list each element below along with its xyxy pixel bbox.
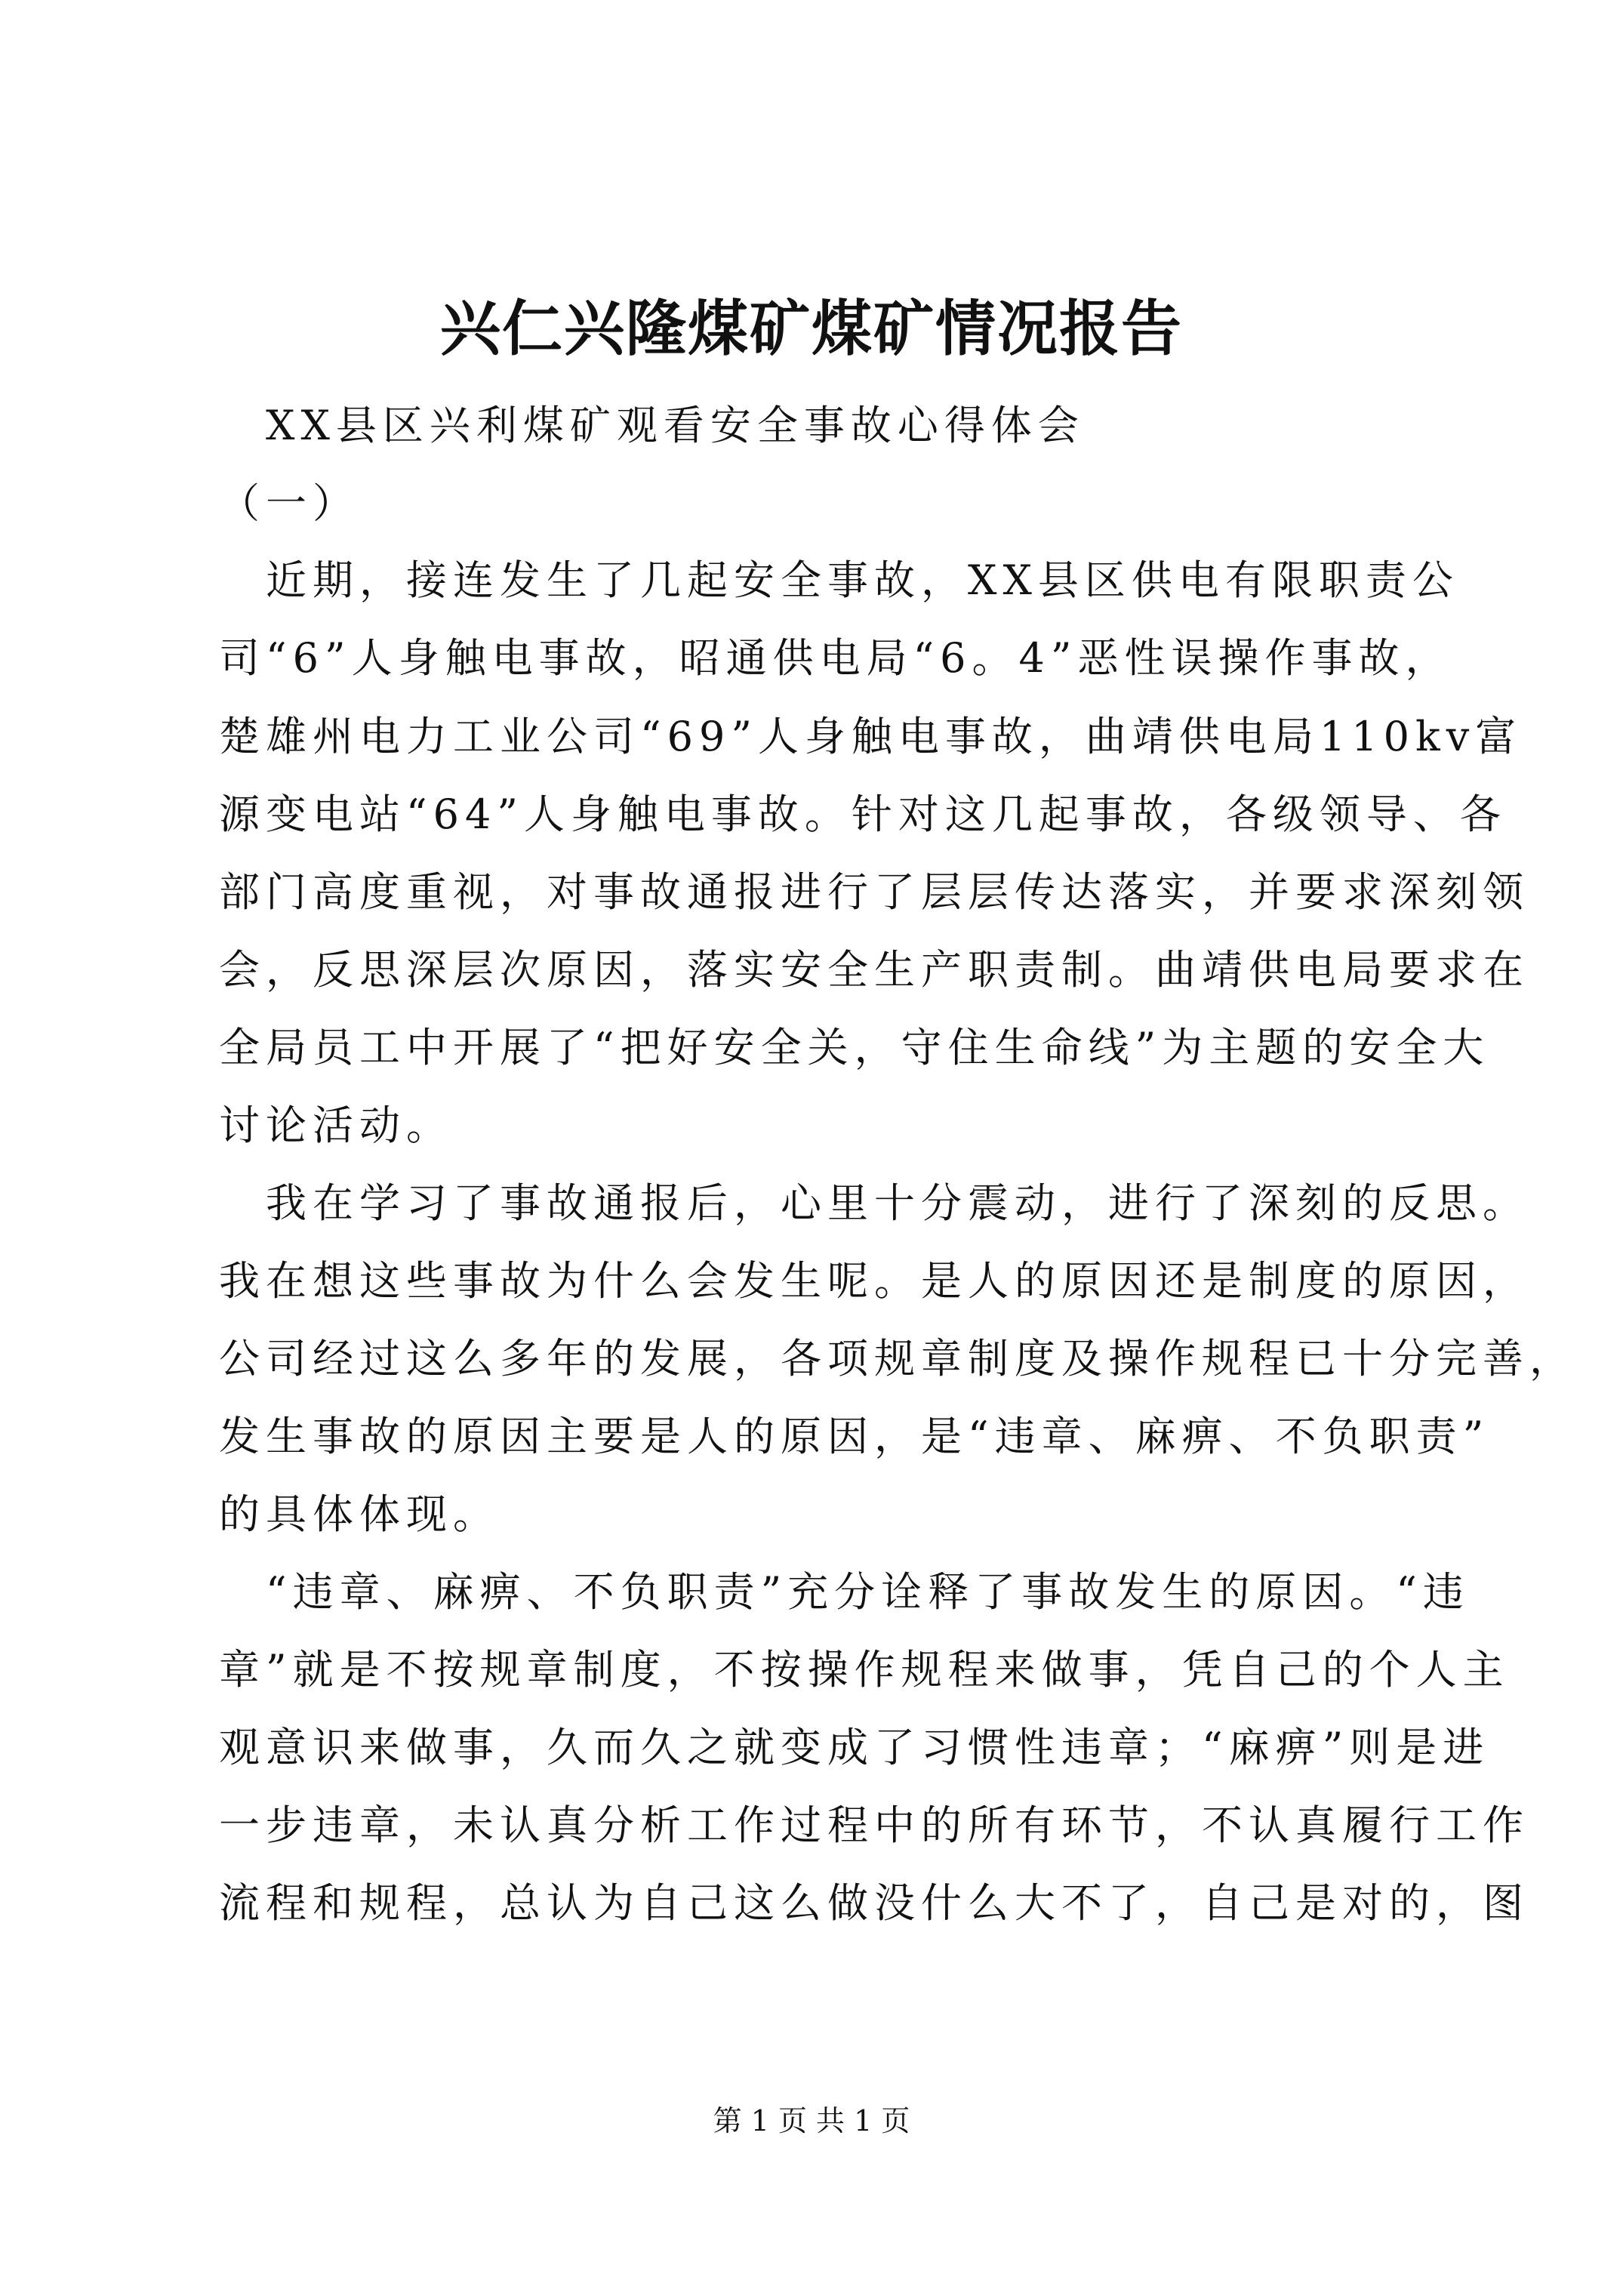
- page-number-footer: 第 1 页 共 1 页: [713, 2104, 910, 2137]
- document-title: 兴仁兴隆煤矿煤矿情况报告: [440, 293, 1183, 364]
- body-line: 会，反思深层次原因，落实安全生产职责制。曲靖供电局要求在: [219, 946, 1529, 994]
- body-line: 近期，接连发生了几起安全事故，XX县区供电有限职责公: [219, 556, 1459, 604]
- body-line: 公司经过这么多年的发展，各项规章制度及操作规程已十分完善，: [219, 1335, 1576, 1382]
- body-line: 楚雄州电力工业公司“69”人身触电事故，曲靖供电局110kv富: [219, 713, 1523, 760]
- body-line: 观意识来做事，久而久之就变成了习惯性违章；“麻痹”则是进: [219, 1724, 1490, 1771]
- body-line: 发生事故的原因主要是人的原因，是“违章、麻痹、不负职责”: [219, 1413, 1490, 1460]
- body-line: 章”就是不按规章制度，不按操作规程来做事，凭自己的个人主: [219, 1646, 1510, 1693]
- body-line: 我在学习了事故通报后，心里十分震动，进行了深刻的反思。: [219, 1179, 1529, 1227]
- body-line: 流程和规程，总认为自己这么做没什么大不了，自己是对的，图: [219, 1879, 1529, 1927]
- body-line: 我在想这些事故为什么会发生呢。是人的原因还是制度的原因，: [219, 1257, 1529, 1305]
- body-line: XX县区兴利煤矿观看安全事故心得体会: [219, 402, 1085, 449]
- body-line: 的具体体现。: [219, 1490, 500, 1538]
- body-line: 部门高度重视，对事故通报进行了层层传达落实，并要求深刻领: [219, 868, 1529, 916]
- body-line: 源变电站“64”人身触电事故。针对这几起事故，各级领导、各: [219, 791, 1507, 838]
- body-line: “违章、麻痹、不负职责”充分诠释了事故发生的原因。“违: [219, 1568, 1470, 1616]
- body-line: （一）: [219, 479, 359, 527]
- body-line: 一步违章，未认真分析工作过程中的所有环节，不认真履行工作: [219, 1801, 1529, 1849]
- body-line: 司“6”人身触电事故，昭通供电局“6。4”恶性误操作事故，: [219, 634, 1452, 682]
- body-line: 讨论活动。: [219, 1102, 453, 1149]
- body-line: 全局员工中开展了“把好安全关，守住生命线”为主题的安全大: [219, 1024, 1490, 1071]
